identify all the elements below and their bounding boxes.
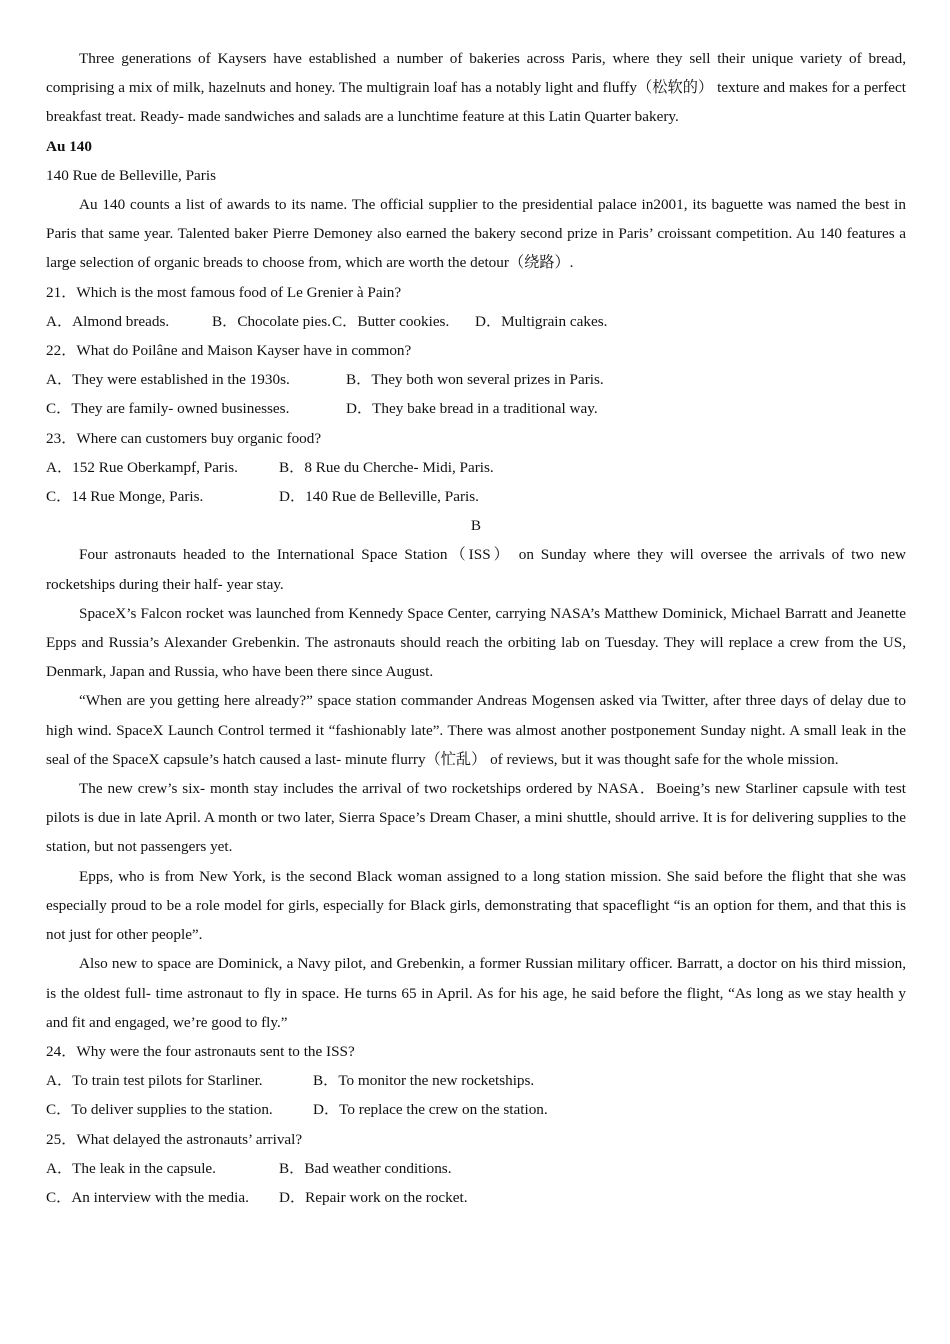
question-22-options-row-1: [46, 365, 906, 394]
question-22-option-a: A．They were established in the 1930s.: [46, 371, 290, 389]
passage-b-heading: B: [470, 517, 482, 535]
question-25-option-a: A．The leak in the capsule.: [46, 1159, 216, 1177]
question-23-option-d: D．140 Rue de Belleville, Paris.: [279, 488, 479, 506]
question-22-options-row-2: [46, 394, 906, 423]
exam-page: [46, 44, 906, 1212]
passage-b-paragraph: Also new to space are Dominick, a Navy pilot, and Grebenkin, a former Russian military officer. Barratt, a doctor on his third mission, is the oldest full- time astronaut to fly in space. He turns 65 in April. As for his age, he said before the flight, “As long as we stay health y and fit and engaged, we’re good to fly.”: [46, 955, 906, 1031]
question-24-option-b: B．To monitor the new rocketships.: [313, 1072, 535, 1090]
question-23-stem: 23．Where can customers buy organic food?: [46, 429, 322, 447]
passage-b-paragraph: “When are you getting here already?” space station commander Andreas Mogensen asked via Twitter, after three days of delay due to high wind. SpaceX Launch Control termed it “fashionably late”. There was almost another postponement Sunday night. A small leak in the seal of the SpaceX capsule’s hatch caused a last- minute flurry（忙乱） of reviews, but it was thought safe for the whole mission.: [46, 692, 906, 768]
question-25-option-b: B．Bad weather conditions.: [279, 1159, 452, 1177]
question-21-stem: 21．Which is the most famous food of Le Grenier à Pain?: [46, 283, 402, 301]
au140-paragraph: Au 140 counts a list of awards to its name. The official supplier to the presidential palace in2001, its baguette was named the best in Paris that same year. Talented baker Pierre Demoney also earned the bakery second prize in Paris’ croissant competition. Au 140 features a large selection of organic breads to choose from, which are worth the detour（绕路）.: [46, 196, 906, 272]
question-25-option-c: C．An interview with the media.: [46, 1188, 249, 1206]
question-23-options-row-2: [46, 482, 906, 511]
question-22-option-c: C．They are family- owned businesses.: [46, 400, 290, 418]
question-23-option-a: A．152 Rue Oberkampf, Paris.: [46, 458, 238, 476]
question-25-options-row-1: [46, 1154, 906, 1183]
question-23-option-c: C．14 Rue Monge, Paris.: [46, 488, 204, 506]
question-22-option-b: B．They both won several prizes in Paris.: [346, 371, 604, 389]
passage-b-paragraph: Epps, who is from New York, is the second Black woman assigned to a long station mission. She said before the flight that she was especially proud to be a role model for girls, especially for Black girls, demonstrating that spaceflight “is an option for them, and that this is not just for other people”.: [46, 867, 906, 944]
question-22-stem: 22．What do Poilâne and Maison Kayser have in common?: [46, 342, 412, 360]
passage-b-paragraph: SpaceX’s Falcon rocket was launched from Kennedy Space Center, carrying NASA’s Matthew Dominick, Michael Barratt and Jeanette Epps and Russia’s Alexander Grebenkin. The astronauts should reach the orbiting lab on Tuesday. They will replace a crew from the US, Denmark, Japan and Russia, who have been there since August.: [46, 604, 906, 681]
kayser-paragraph: Three generations of Kaysers have established a number of bakeries across Paris, where they sell their unique variety of bread, comprising a mix of milk, hazelnuts and honey. The multigrain loaf has a notably light and fluffy（松软的） texture and makes for a perfect breakfast treat. Ready- made sandwiches and salads are a lunchtime feature at this Latin Quarter bakery.: [46, 50, 906, 126]
passage-b-paragraph: The new crew’s six- month stay includes the arrival of two rocketships ordered by NASA．Boeing’s new Starliner capsule with test pilots is due in late April. A month or two later, Sierra Space’s Dream Chaser, a mini shuttle, should arrive. It is for delivering supplies to the station, but not passengers yet.: [46, 780, 906, 856]
question-21-option-d: D．Multigrain cakes.: [475, 312, 608, 330]
question-25-stem: 25．What delayed the astronauts’ arrival?: [46, 1130, 303, 1148]
question-24-options-row-1: [46, 1066, 906, 1095]
question-24-option-d: D．To replace the crew on the station.: [313, 1101, 548, 1119]
question-22-option-d: D．They bake bread in a traditional way.: [346, 400, 598, 418]
question-24-stem: 24．Why were the four astronauts sent to the ISS?: [46, 1042, 355, 1060]
question-25-option-d: D．Repair work on the rocket.: [279, 1188, 468, 1206]
question-24-option-c: C．To deliver supplies to the station.: [46, 1101, 273, 1119]
question-25-options-row-2: [46, 1183, 906, 1212]
question-24-options-row-2: [46, 1095, 906, 1124]
au140-title: Au 140: [46, 137, 92, 155]
question-24-option-a: A．To train test pilots for Starliner.: [46, 1072, 263, 1090]
passage-b-paragraph: Four astronauts headed to the International Space Station（ISS） on Sunday where they will oversee the arrivals of two new rocketships during their half- year stay.: [46, 546, 906, 593]
question-21-options: [46, 307, 906, 336]
question-21-option-b: B．Chocolate pies.: [212, 312, 331, 330]
question-23-option-b: B．8 Rue du Cherche- Midi, Paris.: [279, 458, 494, 476]
question-21-option-a: A．Almond breads.: [46, 312, 170, 330]
au140-address: 140 Rue de Belleville, Paris: [46, 166, 216, 184]
question-21-option-c: C．Butter cookies.: [332, 312, 450, 330]
question-23-options-row-1: [46, 453, 906, 482]
